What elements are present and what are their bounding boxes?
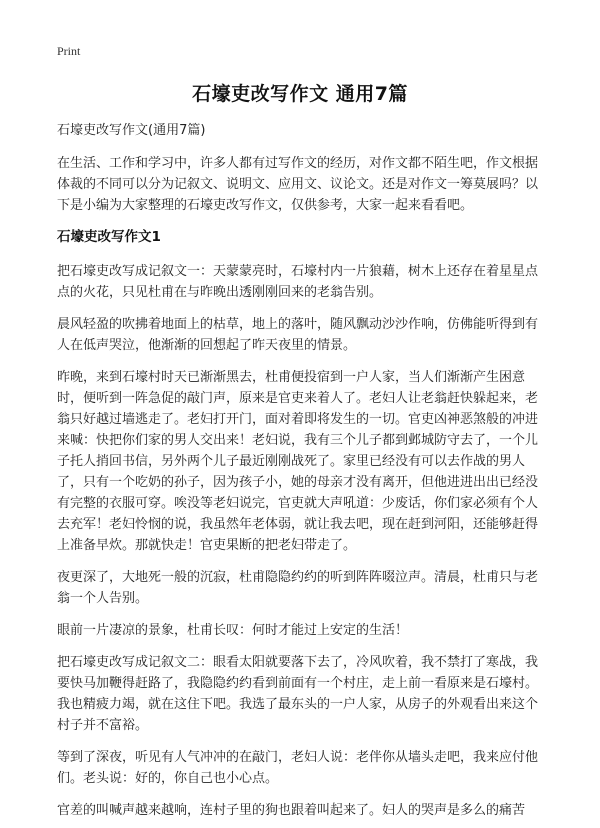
paragraph: 等到了深夜，听见有人气冲冲的在敲门，老妇人说：老伴你从墙头走吧，我来应付他们。老头说：好的，你自己也小心点。: [57, 750, 539, 786]
section-heading: 石壕吏改写作文1: [57, 229, 161, 245]
document-title: 石壕吏改写作文 通用7篇: [192, 83, 408, 105]
paragraph: 把石壕吏改写成记叙文二：眼看太阳就要落下去了，冷风吹着，我不禁打了寒战，我要快马加鞭得赶路了，我隐隐约约看到前面有一个村庄，走上前一看原来是石壕村。我也精疲力竭，就在这住下吧。我选了最东头的一户人家，从房子的外观看出来这个村子并不富裕。: [57, 655, 539, 733]
intro-paragraph: 在生活、工作和学习中，许多人都有过写作文的经历，对作文都不陌生吧，作文根据体裁的不同可以分为记叙文、说明文、应用文、议论文。还是对作文一筹莫展吗？以下是小编为大家整理的石壕吏改写作文，仅供参考，大家一起来看看吧。: [57, 156, 539, 213]
document-content: [57, 121, 550, 828]
document-subtitle: 石壕吏改写作文(通用7篇): [57, 123, 206, 138]
paragraph: 晨风轻盈的吹拂着地面上的枯草，地上的落叶，随风飘动沙沙作响，仿佛能听得到有人在低声哭泣，他渐渐的回想起了昨天夜里的情景。: [57, 317, 539, 353]
paragraph: 眼前一片凄凉的景象，杜甫长叹：何时才能过上安定的生活！: [57, 623, 409, 638]
paragraph: 官差的叫喊声越来越响，连村子里的狗也跟着叫起来了。妇人的哭声是多么的痛苦: [57, 803, 526, 818]
paragraph: 把石壕吏改写成记叙文一：天蒙蒙亮时，石壕村内一片狼藉，树木上还存在着星星点点的火花，只见杜甫在与昨晚出透刚刚回来的老翁告别。: [57, 264, 539, 300]
paragraph: 昨晚，来到石壕村时天已渐渐黑去，杜甫便投宿到一户人家，当人们渐渐产生困意时，便听到一阵急促的敲门声，原来是官吏来着人了。老妇人让老翁赶快躲起来，老翁只好越过墙逃走了。老妇打开门，面对着即将发生的一切。官吏凶神恶煞般的冲进来喊：快把你们家的男人交出来！老妇说，我有三个儿子都到邺城防守去了，一个儿子托人捎回书信，另外两个儿子最近刚刚战死了。家里已经没有可以去作战的男人了，只有一个吃奶的孙子，因为孩子小，她的母亲才没有离开，但他进进出出已经没有完整的衣服可穿。唉没等老妇说完，官吏就大声吼道：少废话，你们家必须有个人去充军！老妇怜悯的说，我虽然年老体弱，就让我去吧，现在赶到河阳，还能够赶得上准备早炊。那就快走！官吏果断的把老妇带走了。: [57, 370, 539, 553]
paragraph: 夜更深了，大地死一般的沉寂，杜甫隐隐约约的听到阵阵啜泣声。清晨，杜甫只与老翁一个人告别。: [57, 570, 539, 606]
print-label: Print: [57, 44, 81, 58]
